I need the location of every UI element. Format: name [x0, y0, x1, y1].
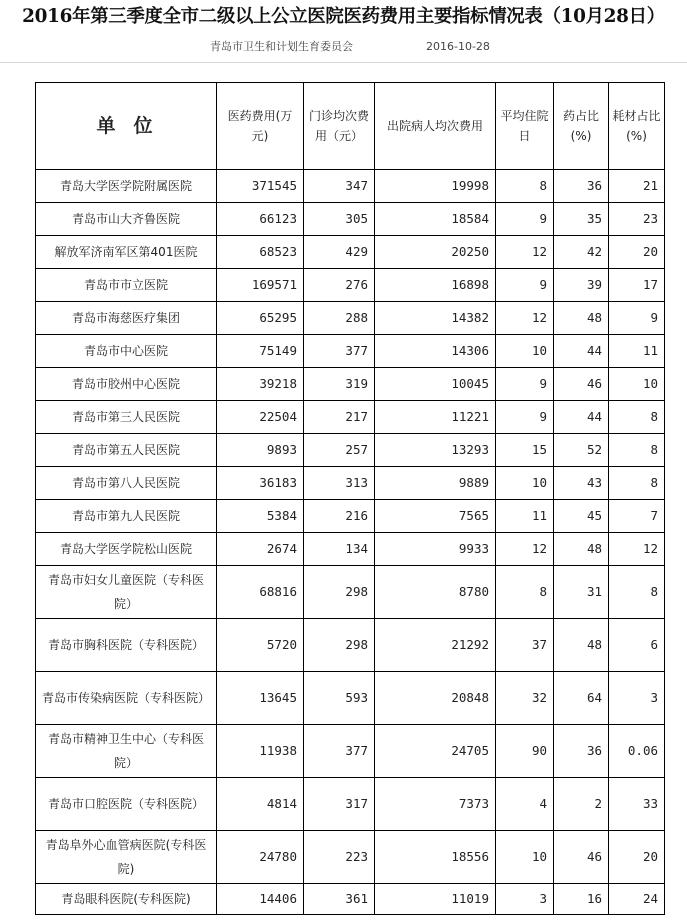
avg-stay-cell: 8 [496, 170, 554, 203]
avg-stay-cell: 10 [496, 831, 554, 884]
cost-cell: 13645 [217, 672, 304, 725]
inpatient-cost-cell: 14306 [375, 335, 496, 368]
table-row [36, 401, 665, 434]
table-row [36, 203, 665, 236]
cost-cell: 5720 [217, 619, 304, 672]
drug-ratio-cell: 48 [554, 533, 609, 566]
hospital-cost-table [35, 82, 665, 915]
outpatient-cost-cell: 377 [304, 725, 375, 778]
table-body [36, 170, 665, 915]
drug-ratio-cell: 48 [554, 619, 609, 672]
outpatient-cost-cell: 593 [304, 672, 375, 725]
table-row [36, 335, 665, 368]
cost-cell: 169571 [217, 269, 304, 302]
material-ratio-cell: 8 [609, 401, 665, 434]
avg-stay-cell: 9 [496, 401, 554, 434]
cost-cell: 36183 [217, 467, 304, 500]
table-row [36, 170, 665, 203]
table-row [36, 619, 665, 672]
inpatient-cost-cell: 13293 [375, 434, 496, 467]
cost-cell: 5384 [217, 500, 304, 533]
unit-cell: 青岛市山大齐鲁医院 [36, 203, 217, 236]
unit-cell: 青岛市精神卫生中心（专科医院） [36, 725, 217, 778]
outpatient-cost-cell: 319 [304, 368, 375, 401]
table-row [36, 269, 665, 302]
drug-ratio-cell: 44 [554, 335, 609, 368]
inpatient-cost-cell: 7565 [375, 500, 496, 533]
inpatient-cost-cell: 11221 [375, 401, 496, 434]
outpatient-cost-cell: 377 [304, 335, 375, 368]
avg-stay-cell: 12 [496, 236, 554, 269]
outpatient-cost-cell: 217 [304, 401, 375, 434]
avg-stay-cell: 12 [496, 302, 554, 335]
cost-cell: 39218 [217, 368, 304, 401]
unit-cell: 青岛市中心医院 [36, 335, 217, 368]
table-row [36, 672, 665, 725]
material-ratio-cell: 20 [609, 831, 665, 884]
cost-cell: 22504 [217, 401, 304, 434]
material-ratio-cell: 0.06 [609, 725, 665, 778]
outpatient-cost-cell: 276 [304, 269, 375, 302]
cost-cell: 75149 [217, 335, 304, 368]
outpatient-cost-cell: 223 [304, 831, 375, 884]
inpatient-cost-cell: 16898 [375, 269, 496, 302]
cost-cell: 2674 [217, 533, 304, 566]
material-ratio-cell: 8 [609, 566, 665, 619]
cost-cell: 9893 [217, 434, 304, 467]
column-header-inpatient: 出院病人均次费用 [375, 83, 496, 170]
cost-cell: 65295 [217, 302, 304, 335]
material-ratio-cell: 7 [609, 500, 665, 533]
avg-stay-cell: 32 [496, 672, 554, 725]
table-row [36, 467, 665, 500]
outpatient-cost-cell: 305 [304, 203, 375, 236]
drug-ratio-cell: 2 [554, 778, 609, 831]
material-ratio-cell: 9 [609, 302, 665, 335]
outpatient-cost-cell: 257 [304, 434, 375, 467]
table-row [36, 302, 665, 335]
inpatient-cost-cell: 8780 [375, 566, 496, 619]
avg-stay-cell: 9 [496, 269, 554, 302]
material-ratio-cell: 11 [609, 335, 665, 368]
inpatient-cost-cell: 18556 [375, 831, 496, 884]
outpatient-cost-cell: 361 [304, 884, 375, 915]
outpatient-cost-cell: 317 [304, 778, 375, 831]
inpatient-cost-cell: 14382 [375, 302, 496, 335]
table-row [36, 831, 665, 884]
table-row [36, 500, 665, 533]
table-row [36, 434, 665, 467]
cost-cell: 68523 [217, 236, 304, 269]
table-row [36, 778, 665, 831]
outpatient-cost-cell: 298 [304, 619, 375, 672]
material-ratio-cell: 8 [609, 467, 665, 500]
table-row [36, 725, 665, 778]
inpatient-cost-cell: 20250 [375, 236, 496, 269]
outpatient-cost-cell: 134 [304, 533, 375, 566]
inpatient-cost-cell: 9933 [375, 533, 496, 566]
table-row [36, 368, 665, 401]
inpatient-cost-cell: 10045 [375, 368, 496, 401]
drug-ratio-cell: 45 [554, 500, 609, 533]
unit-cell: 青岛阜外心血管病医院(专科医院) [36, 831, 217, 884]
table-row [36, 236, 665, 269]
material-ratio-cell: 10 [609, 368, 665, 401]
avg-stay-cell: 8 [496, 566, 554, 619]
drug-ratio-cell: 31 [554, 566, 609, 619]
cost-cell: 66123 [217, 203, 304, 236]
column-header-drug-ratio: 药占比(%) [554, 83, 609, 170]
column-header-stay: 平均住院日 [496, 83, 554, 170]
page-title: 2016年第三季度全市二级以上公立医院医药费用主要指标情况表（10月28日） [22, 6, 665, 27]
inpatient-cost-cell: 9889 [375, 467, 496, 500]
column-header-cost: 医药费用(万元) [217, 83, 304, 170]
drug-ratio-cell: 46 [554, 368, 609, 401]
column-header-material-ratio: 耗材占比(%) [609, 83, 665, 170]
material-ratio-cell: 33 [609, 778, 665, 831]
avg-stay-cell: 12 [496, 533, 554, 566]
avg-stay-cell: 90 [496, 725, 554, 778]
outpatient-cost-cell: 216 [304, 500, 375, 533]
unit-cell: 解放军济南军区第401医院 [36, 236, 217, 269]
inpatient-cost-cell: 19998 [375, 170, 496, 203]
material-ratio-cell: 20 [609, 236, 665, 269]
drug-ratio-cell: 52 [554, 434, 609, 467]
avg-stay-cell: 9 [496, 368, 554, 401]
inpatient-cost-cell: 18584 [375, 203, 496, 236]
inpatient-cost-cell: 11019 [375, 884, 496, 915]
outpatient-cost-cell: 347 [304, 170, 375, 203]
unit-cell: 青岛市第九人民医院 [36, 500, 217, 533]
table-row [36, 884, 665, 915]
unit-cell: 青岛市市立医院 [36, 269, 217, 302]
inpatient-cost-cell: 7373 [375, 778, 496, 831]
unit-cell: 青岛眼科医院(专科医院) [36, 884, 217, 915]
drug-ratio-cell: 48 [554, 302, 609, 335]
drug-ratio-cell: 46 [554, 831, 609, 884]
avg-stay-cell: 3 [496, 884, 554, 915]
material-ratio-cell: 23 [609, 203, 665, 236]
drug-ratio-cell: 39 [554, 269, 609, 302]
cost-cell: 4814 [217, 778, 304, 831]
column-header-outpatient: 门诊均次费用（元） [304, 83, 375, 170]
material-ratio-cell: 3 [609, 672, 665, 725]
unit-cell: 青岛市传染病医院（专科医院） [36, 672, 217, 725]
cost-cell: 68816 [217, 566, 304, 619]
publish-date: 2016-10-28 [426, 40, 490, 53]
drug-ratio-cell: 36 [554, 725, 609, 778]
material-ratio-cell: 24 [609, 884, 665, 915]
outpatient-cost-cell: 288 [304, 302, 375, 335]
table-row [36, 566, 665, 619]
outpatient-cost-cell: 298 [304, 566, 375, 619]
unit-cell: 青岛市妇女儿童医院（专科医院） [36, 566, 217, 619]
unit-cell: 青岛大学医学院附属医院 [36, 170, 217, 203]
header-divider [0, 62, 687, 63]
inpatient-cost-cell: 20848 [375, 672, 496, 725]
avg-stay-cell: 10 [496, 467, 554, 500]
drug-ratio-cell: 43 [554, 467, 609, 500]
avg-stay-cell: 11 [496, 500, 554, 533]
unit-cell: 青岛市胶州中心医院 [36, 368, 217, 401]
avg-stay-cell: 9 [496, 203, 554, 236]
material-ratio-cell: 6 [609, 619, 665, 672]
material-ratio-cell: 21 [609, 170, 665, 203]
publisher-label: 青岛市卫生和计划生育委员会 [210, 40, 353, 53]
unit-cell: 青岛大学医学院松山医院 [36, 533, 217, 566]
unit-cell: 青岛市第五人民医院 [36, 434, 217, 467]
unit-cell: 青岛市海慈医疗集团 [36, 302, 217, 335]
drug-ratio-cell: 64 [554, 672, 609, 725]
table-header-row [36, 83, 665, 170]
unit-cell: 青岛市口腔医院（专科医院） [36, 778, 217, 831]
material-ratio-cell: 8 [609, 434, 665, 467]
unit-cell: 青岛市第八人民医院 [36, 467, 217, 500]
table-row [36, 533, 665, 566]
avg-stay-cell: 37 [496, 619, 554, 672]
unit-cell: 青岛市胸科医院（专科医院） [36, 619, 217, 672]
material-ratio-cell: 12 [609, 533, 665, 566]
drug-ratio-cell: 35 [554, 203, 609, 236]
cost-cell: 11938 [217, 725, 304, 778]
avg-stay-cell: 15 [496, 434, 554, 467]
cost-cell: 24780 [217, 831, 304, 884]
cost-cell: 14406 [217, 884, 304, 915]
inpatient-cost-cell: 21292 [375, 619, 496, 672]
outpatient-cost-cell: 313 [304, 467, 375, 500]
avg-stay-cell: 10 [496, 335, 554, 368]
drug-ratio-cell: 42 [554, 236, 609, 269]
drug-ratio-cell: 16 [554, 884, 609, 915]
column-header-unit: 单位 [36, 83, 217, 170]
drug-ratio-cell: 44 [554, 401, 609, 434]
avg-stay-cell: 4 [496, 778, 554, 831]
unit-cell: 青岛市第三人民医院 [36, 401, 217, 434]
cost-cell: 371545 [217, 170, 304, 203]
material-ratio-cell: 17 [609, 269, 665, 302]
inpatient-cost-cell: 24705 [375, 725, 496, 778]
drug-ratio-cell: 36 [554, 170, 609, 203]
outpatient-cost-cell: 429 [304, 236, 375, 269]
